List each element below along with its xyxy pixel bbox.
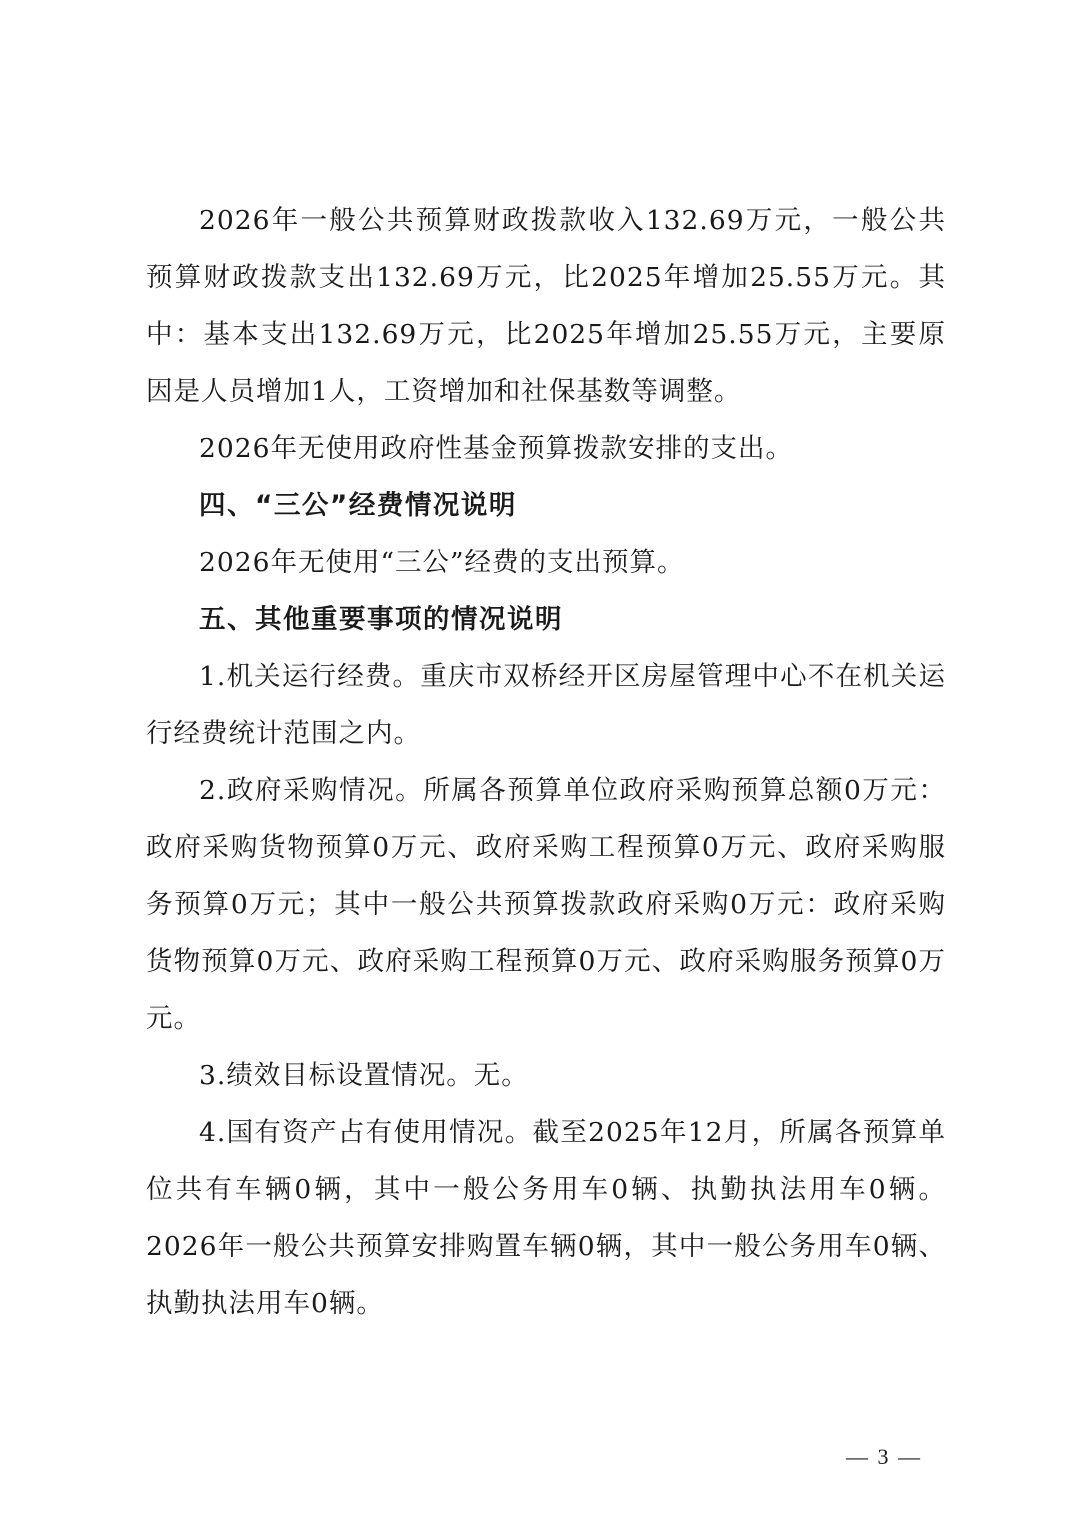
paragraph-three-public-expenses: 2026年无使用“三公”经费的支出预算。 <box>199 547 685 578</box>
document-body <box>146 192 946 1332</box>
paragraph-government-fund: 2026年无使用政府性基金预算拨款安排的支出。 <box>199 433 793 464</box>
paragraph-general-budget: 2026年一般公共预算财政拨款收入132.69万元，一般公共预算财政拨款支出132.69万元，比2025年增加25.55万元。其中：基本支出132.69万元，比2025年增加25.55万元，主要原因是人员增加1人，工资增加和社保基数等调整。 <box>146 205 946 407</box>
heading-other-matters: 五、其他重要事项的情况说明 <box>199 604 563 635</box>
heading-three-public-expenses: 四、“三公”经费情况说明 <box>199 490 517 521</box>
paragraph-performance-targets: 3.绩效目标设置情况。无。 <box>199 1060 529 1091</box>
page-number: — 3 — <box>846 1444 922 1469</box>
paragraph-state-assets: 4.国有资产占有使用情况。截至2025年12月，所属各预算单位共有车辆0辆，其中一般公务用车0辆、执勤执法用车0辆。2026年一般公共预算安排购置车辆0辆，其中一般公务用车0辆、执勤执法用车0辆。 <box>146 1117 946 1319</box>
paragraph-government-procurement: 2.政府采购情况。所属各预算单位政府采购预算总额0万元：政府采购货物预算0万元、政府采购工程预算0万元、政府采购服务预算0万元；其中一般公共预算拨款政府采购0万元：政府采购货物预算0万元、政府采购工程预算0万元、政府采购服务预算0万元。 <box>146 775 946 1034</box>
paragraph-operating-expenses: 1.机关运行经费。重庆市双桥经开区房屋管理中心不在机关运行经费统计范围之内。 <box>146 661 946 749</box>
